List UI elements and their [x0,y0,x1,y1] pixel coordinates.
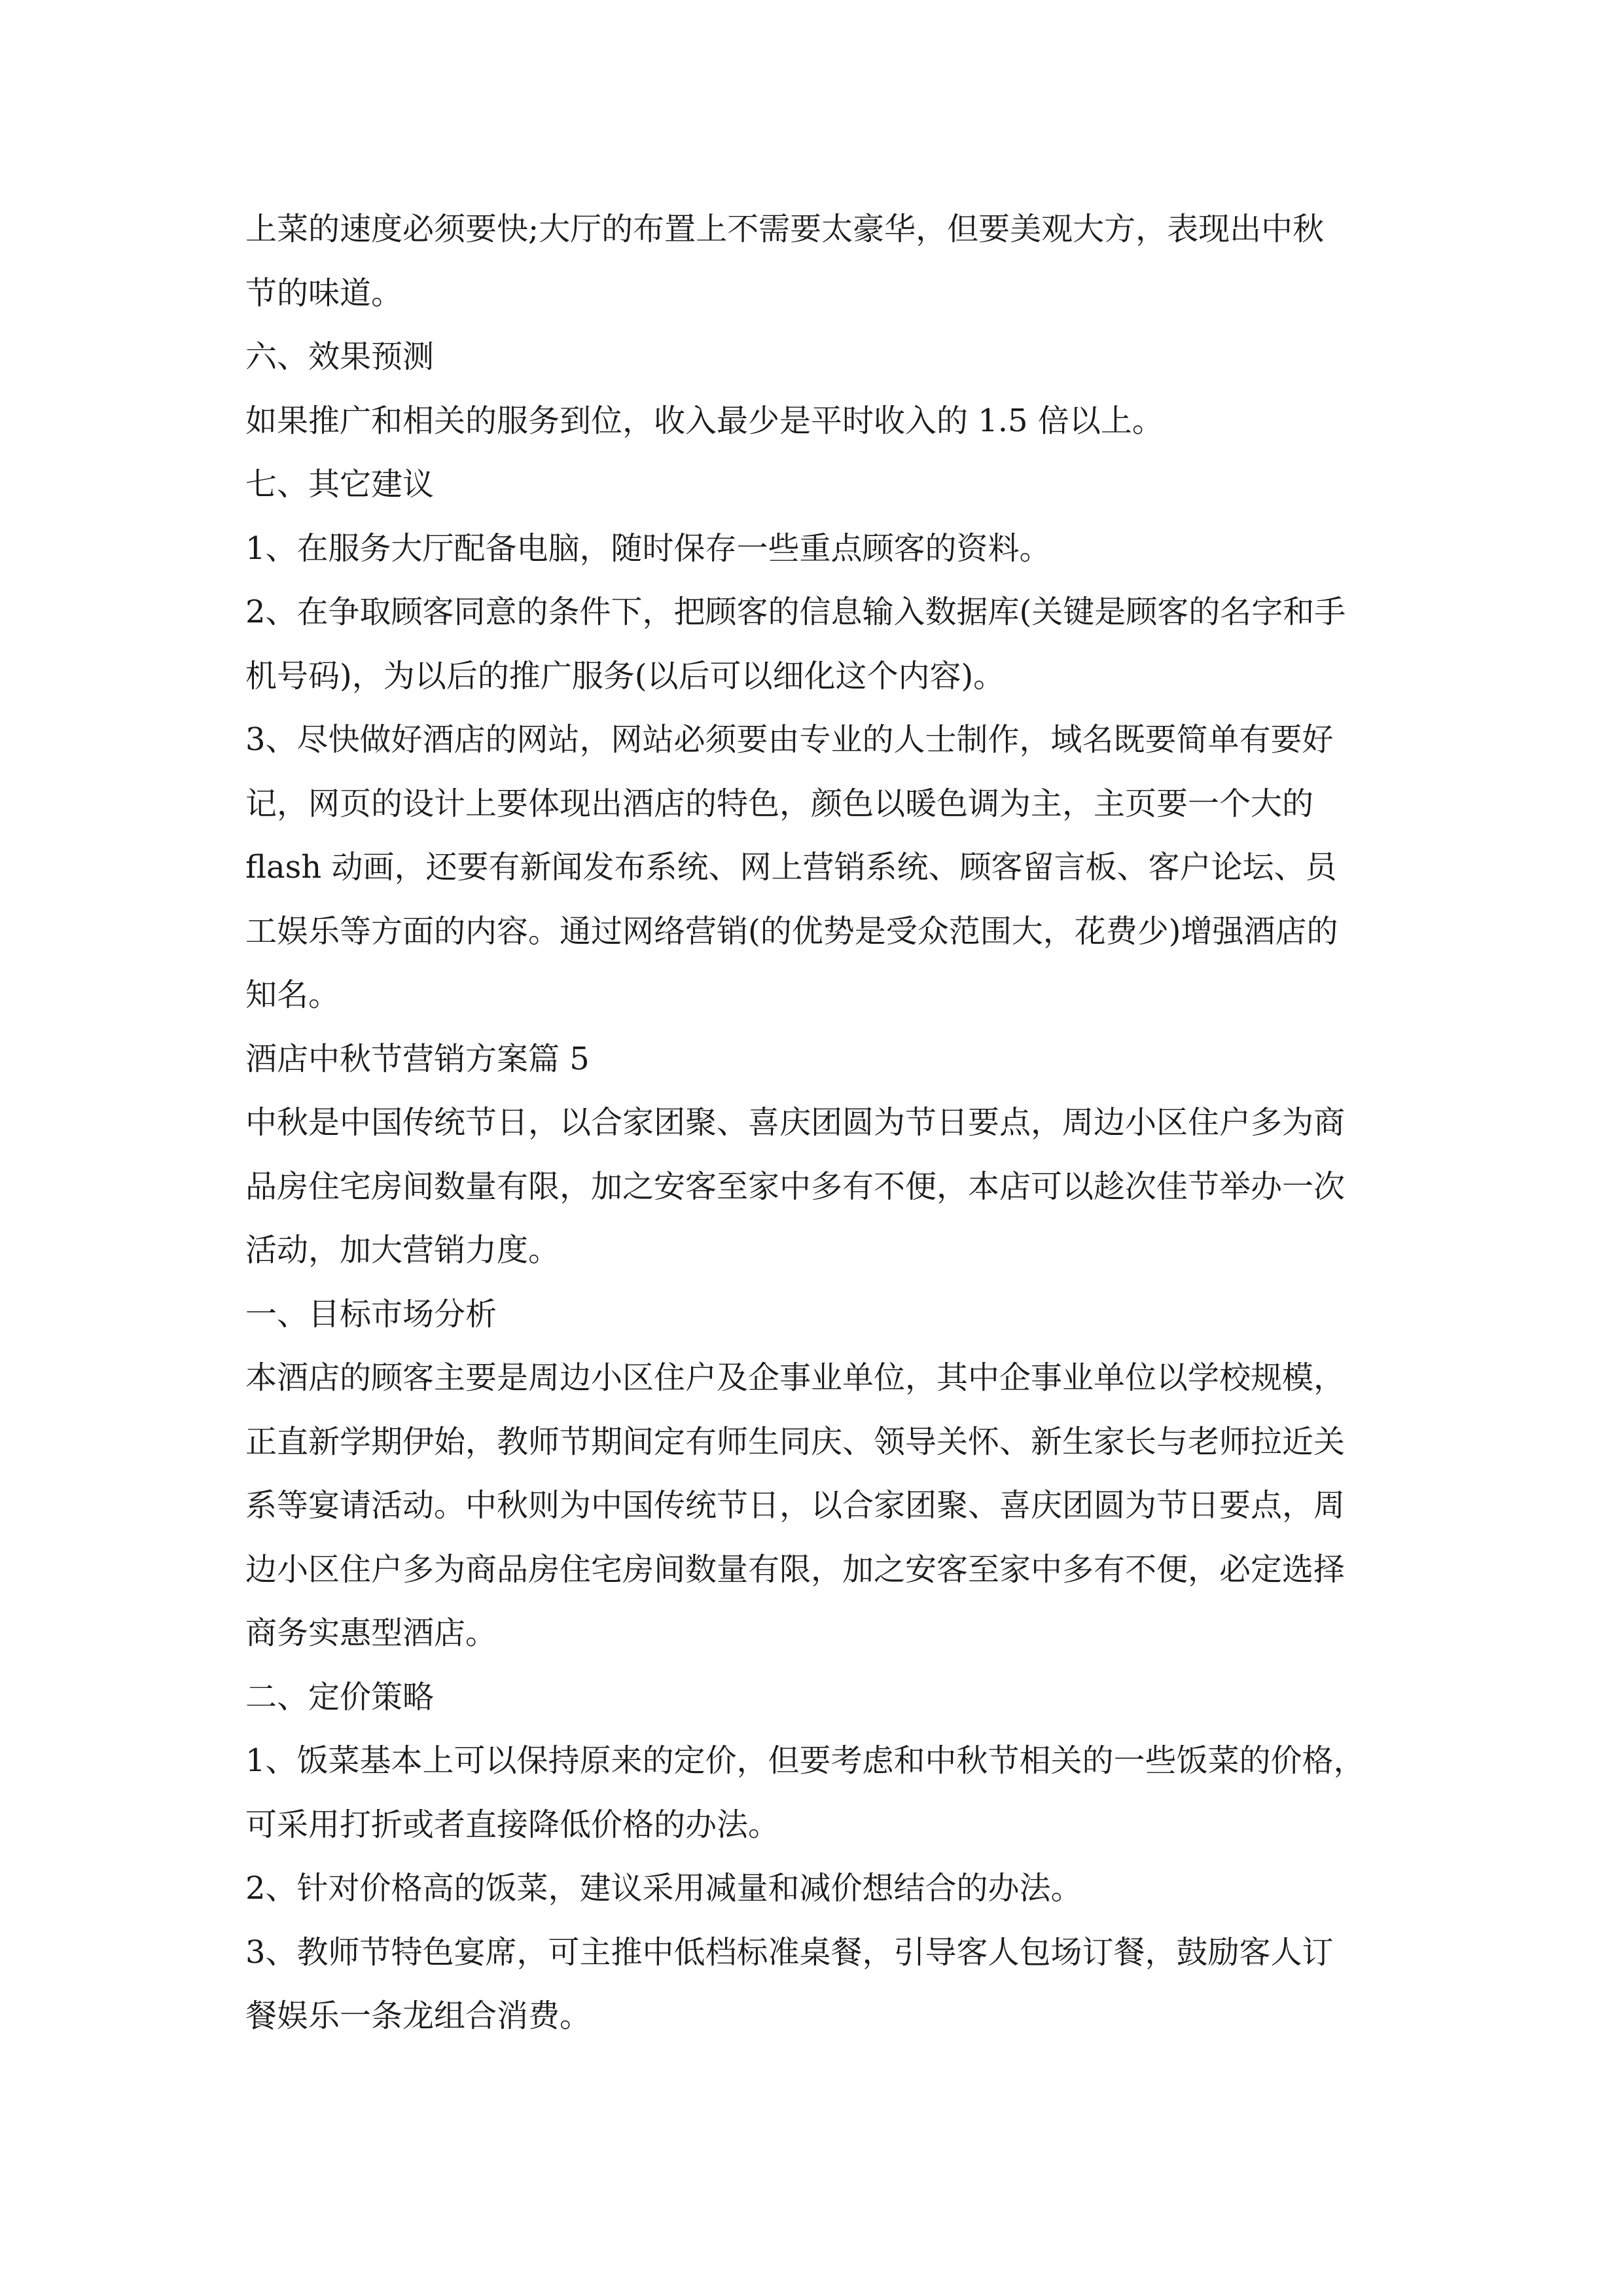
paragraph-line: 边小区住户多为商品房住宅房间数量有限，加之安客至家中多有不便，必定选择 [245,1551,1346,1588]
paragraph-line: 如果推广和相关的服务到位，收入最少是平时收入的 1.5 倍以上。 [245,402,1164,439]
list-item: 2、针对价格高的饭菜，建议采用减量和减价想结合的办法。 [245,1870,1082,1907]
list-item-continuation: 餐娱乐一条龙组合消费。 [245,1998,592,2034]
list-item-continuation: 工娱乐等方面的内容。通过网络营销(的优势是受众范围大，花费少)增强酒店的 [245,912,1338,950]
paragraph-line: 活动，加大营销力度。 [245,1232,560,1268]
list-item-continuation: flash 动画，还要有新闻发布系统、网上营销系统、顾客留言板、客户论坛、员 [245,849,1337,886]
section-heading: 一、目标市场分析 [245,1295,497,1333]
paragraph-line: 上菜的速度必须要快;大厅的布置上不需要太豪华，但要美观大方，表现出中秋 [245,211,1325,247]
list-item-continuation: 机号码)，为以后的推广服务(以后可以细化这个内容)。 [245,657,1005,694]
article-title: 酒店中秋节营销方案篇 5 [245,1040,590,1077]
section-heading: 七、其它建议 [245,466,435,503]
paragraph-line: 正直新学期伊始，教师节期间定有师生同庆、领导关怀、新生家长与老师拉近关 [245,1423,1346,1460]
list-item-continuation: 记，网页的设计上要体现出酒店的特色，颜色以暖色调为主，主页要一个大的 [245,785,1314,822]
paragraph-line: 中秋是中国传统节日，以合家团聚、喜庆团圆为节日要点，周边小区住户多为商 [245,1104,1346,1141]
paragraph-line: 商务实惠型酒店。 [245,1615,497,1651]
list-item: 3、尽快做好酒店的网站，网站必须要由专业的人士制作，域名既要简单有要好 [245,721,1334,758]
list-item-continuation: 可采用打折或者直接降低价格的办法。 [245,1806,780,1843]
list-item: 3、教师节特色宴席，可主推中低档标准桌餐，引导客人包场订餐，鼓励客人订 [245,1933,1334,1971]
paragraph-line: 系等宴请活动。中秋则为中国传统节日，以合家团聚、喜庆团圆为节日要点，周 [245,1487,1346,1524]
paragraph-line: 品房住宅房间数量有限，加之安客至家中多有不便，本店可以趁次佳节举办一次 [245,1168,1346,1205]
list-item: 1、在服务大厅配备电脑，随时保存一些重点顾客的资料。 [245,529,1051,567]
list-item-continuation: 知名。 [245,977,340,1013]
paragraph-line: 本酒店的顾客主要是周边小区住户及企事业单位，其中企事业单位以学校规模， [245,1359,1346,1396]
section-heading: 二、定价策略 [245,1678,435,1715]
paragraph-line: 节的味道。 [245,274,403,312]
document-body [245,198,1378,2049]
list-item: 2、在争取顾客同意的条件下，把顾客的信息输入数据库(关键是顾客的名字和手 [245,594,1346,630]
list-item: 1、饭菜基本上可以保持原来的定价，但要考虑和中秋节相关的一些饭菜的价格， [245,1742,1365,1779]
section-heading: 六、效果预测 [245,338,435,375]
